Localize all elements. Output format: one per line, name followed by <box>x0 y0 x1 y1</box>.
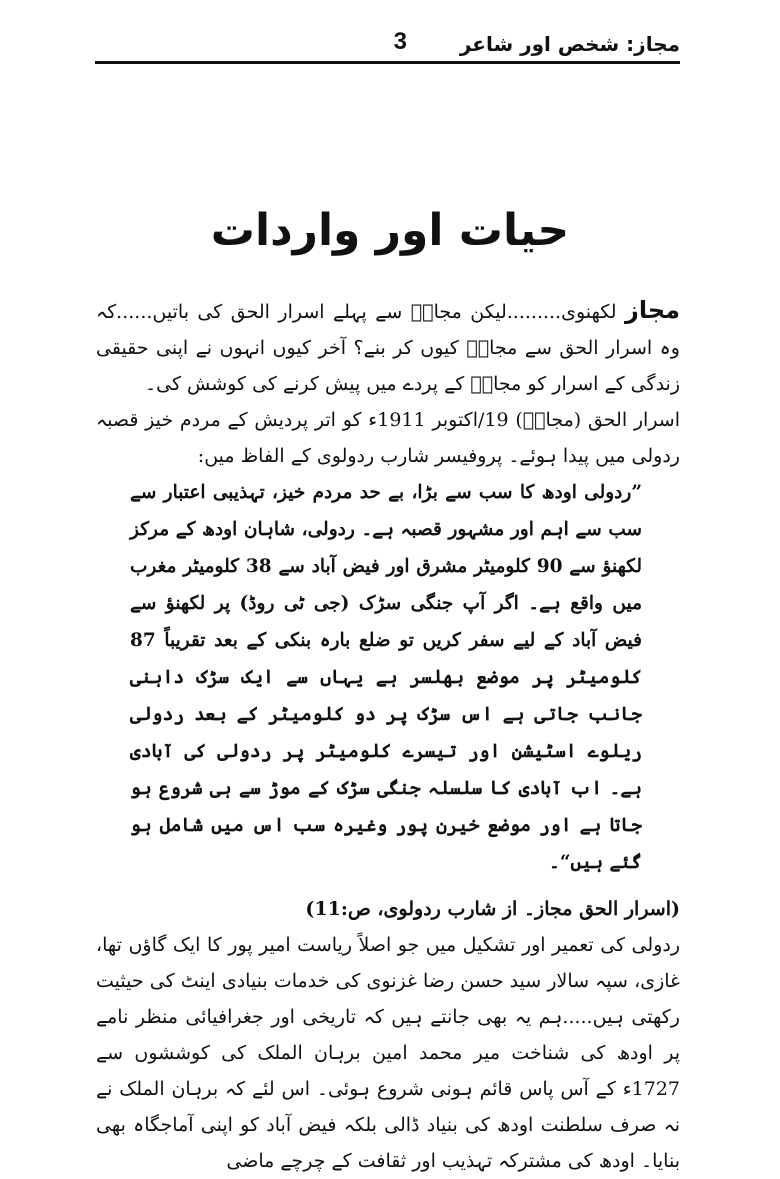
lead-word: مجاز <box>625 296 680 324</box>
quote-citation: (اسرار الحق مجاز۔ از شارب ردولوی، ص:11) <box>305 898 680 920</box>
paragraph-intro <box>96 292 680 402</box>
page-number: 3 <box>393 28 407 55</box>
chapter-title: حیات اور واردات <box>210 205 570 256</box>
running-book-title: مجاز: شخص اور شاعر <box>459 32 680 56</box>
block-quote: ”ردولی اودھ کا سب سے بڑا، بے حد مردم خیز، تہذیبی اعتبار سے سب سے اہم اور مشہور قصبہ ہے۔ ردولی، شاہان اودھ کے مرکز لکھنؤ سے 90 کلومیٹر مشرق اور فیض آباد سے 38 کلومیٹر مغرب میں واقع ہے۔ اگر آپ جنگی سڑک (جی ٹی روڈ) پر لکھنؤ سے فیض آباد کے لیے سفر کریں تو ضلع بارہ بنکی کے بعد تقریباً 87 کلومیٹر پر موضع بھلسر ہے یہاں سے ایک سڑک داہنی جانب جاتی ہے اس سڑک پر دو کلومیٹر کے بعد ردولی ریلوے اسٹیشن اور تیسرے کلومیٹر پر ردولی کی آبادی ہے۔ اب آبادی کا سلسلہ جنگی سڑک کے موڑ سے ہی شروع ہو جاتا ہے اور موضع خیرن پور وغیرہ سب اس میں شامل ہو گئے ہیں“۔ <box>130 482 642 873</box>
header-rule <box>95 61 680 64</box>
body-text <box>96 292 680 1179</box>
paragraph-intro-text: لکھنوی.........لیکن مجازؔ سے پہلے اسرار الحق کی باتیں......کہ وہ اسرار الحق سے مجازؔ کیوں کر بنے؟ آخر کیوں انہوں نے اپنی حقیقی زندگی کے اسرار کو مجازؔ کے پردے میں پیش کرنے کی کوشش کی۔ <box>96 301 680 395</box>
paragraph-birth: اسرار الحق (مجازؔ) 19/اکتوبر 1911ء کو اتر پردیش کے مردم خیز قصبہ ردولی میں پیدا ہوئے۔ پروفیسر شارب ردولوی کے الفاظ میں: <box>96 409 680 467</box>
paragraph-history: ردولی کی تعمیر اور تشکیل میں جو اصلاً ریاست امیر پور کا ایک گاؤں تھا، غازی، سپہ سالار سید حسن رضا غزنوی کی خدمات بنیادی اینٹ کی حیثیت رکھتی ہیں.....ہم یہ بھی جانتے ہیں کہ تاریخی اور جغرافیائی منظر نامے پر اودھ کی شناخت میر محمد امین برہان الملک کی کوششوں سے 1727ء کے آس پاس قائم ہونی شروع ہوئی۔ اس لئے کہ برہان الملک نے نہ صرف سلطنت اودھ کی بنیاد ڈالی بلکہ فیض آباد کو اپنی آماجگاہ بھی بنایا۔ اودھ کی مشترکہ تہذیب اور ثقافت کے چرچے ماضی <box>96 934 680 1172</box>
running-header <box>95 28 680 60</box>
